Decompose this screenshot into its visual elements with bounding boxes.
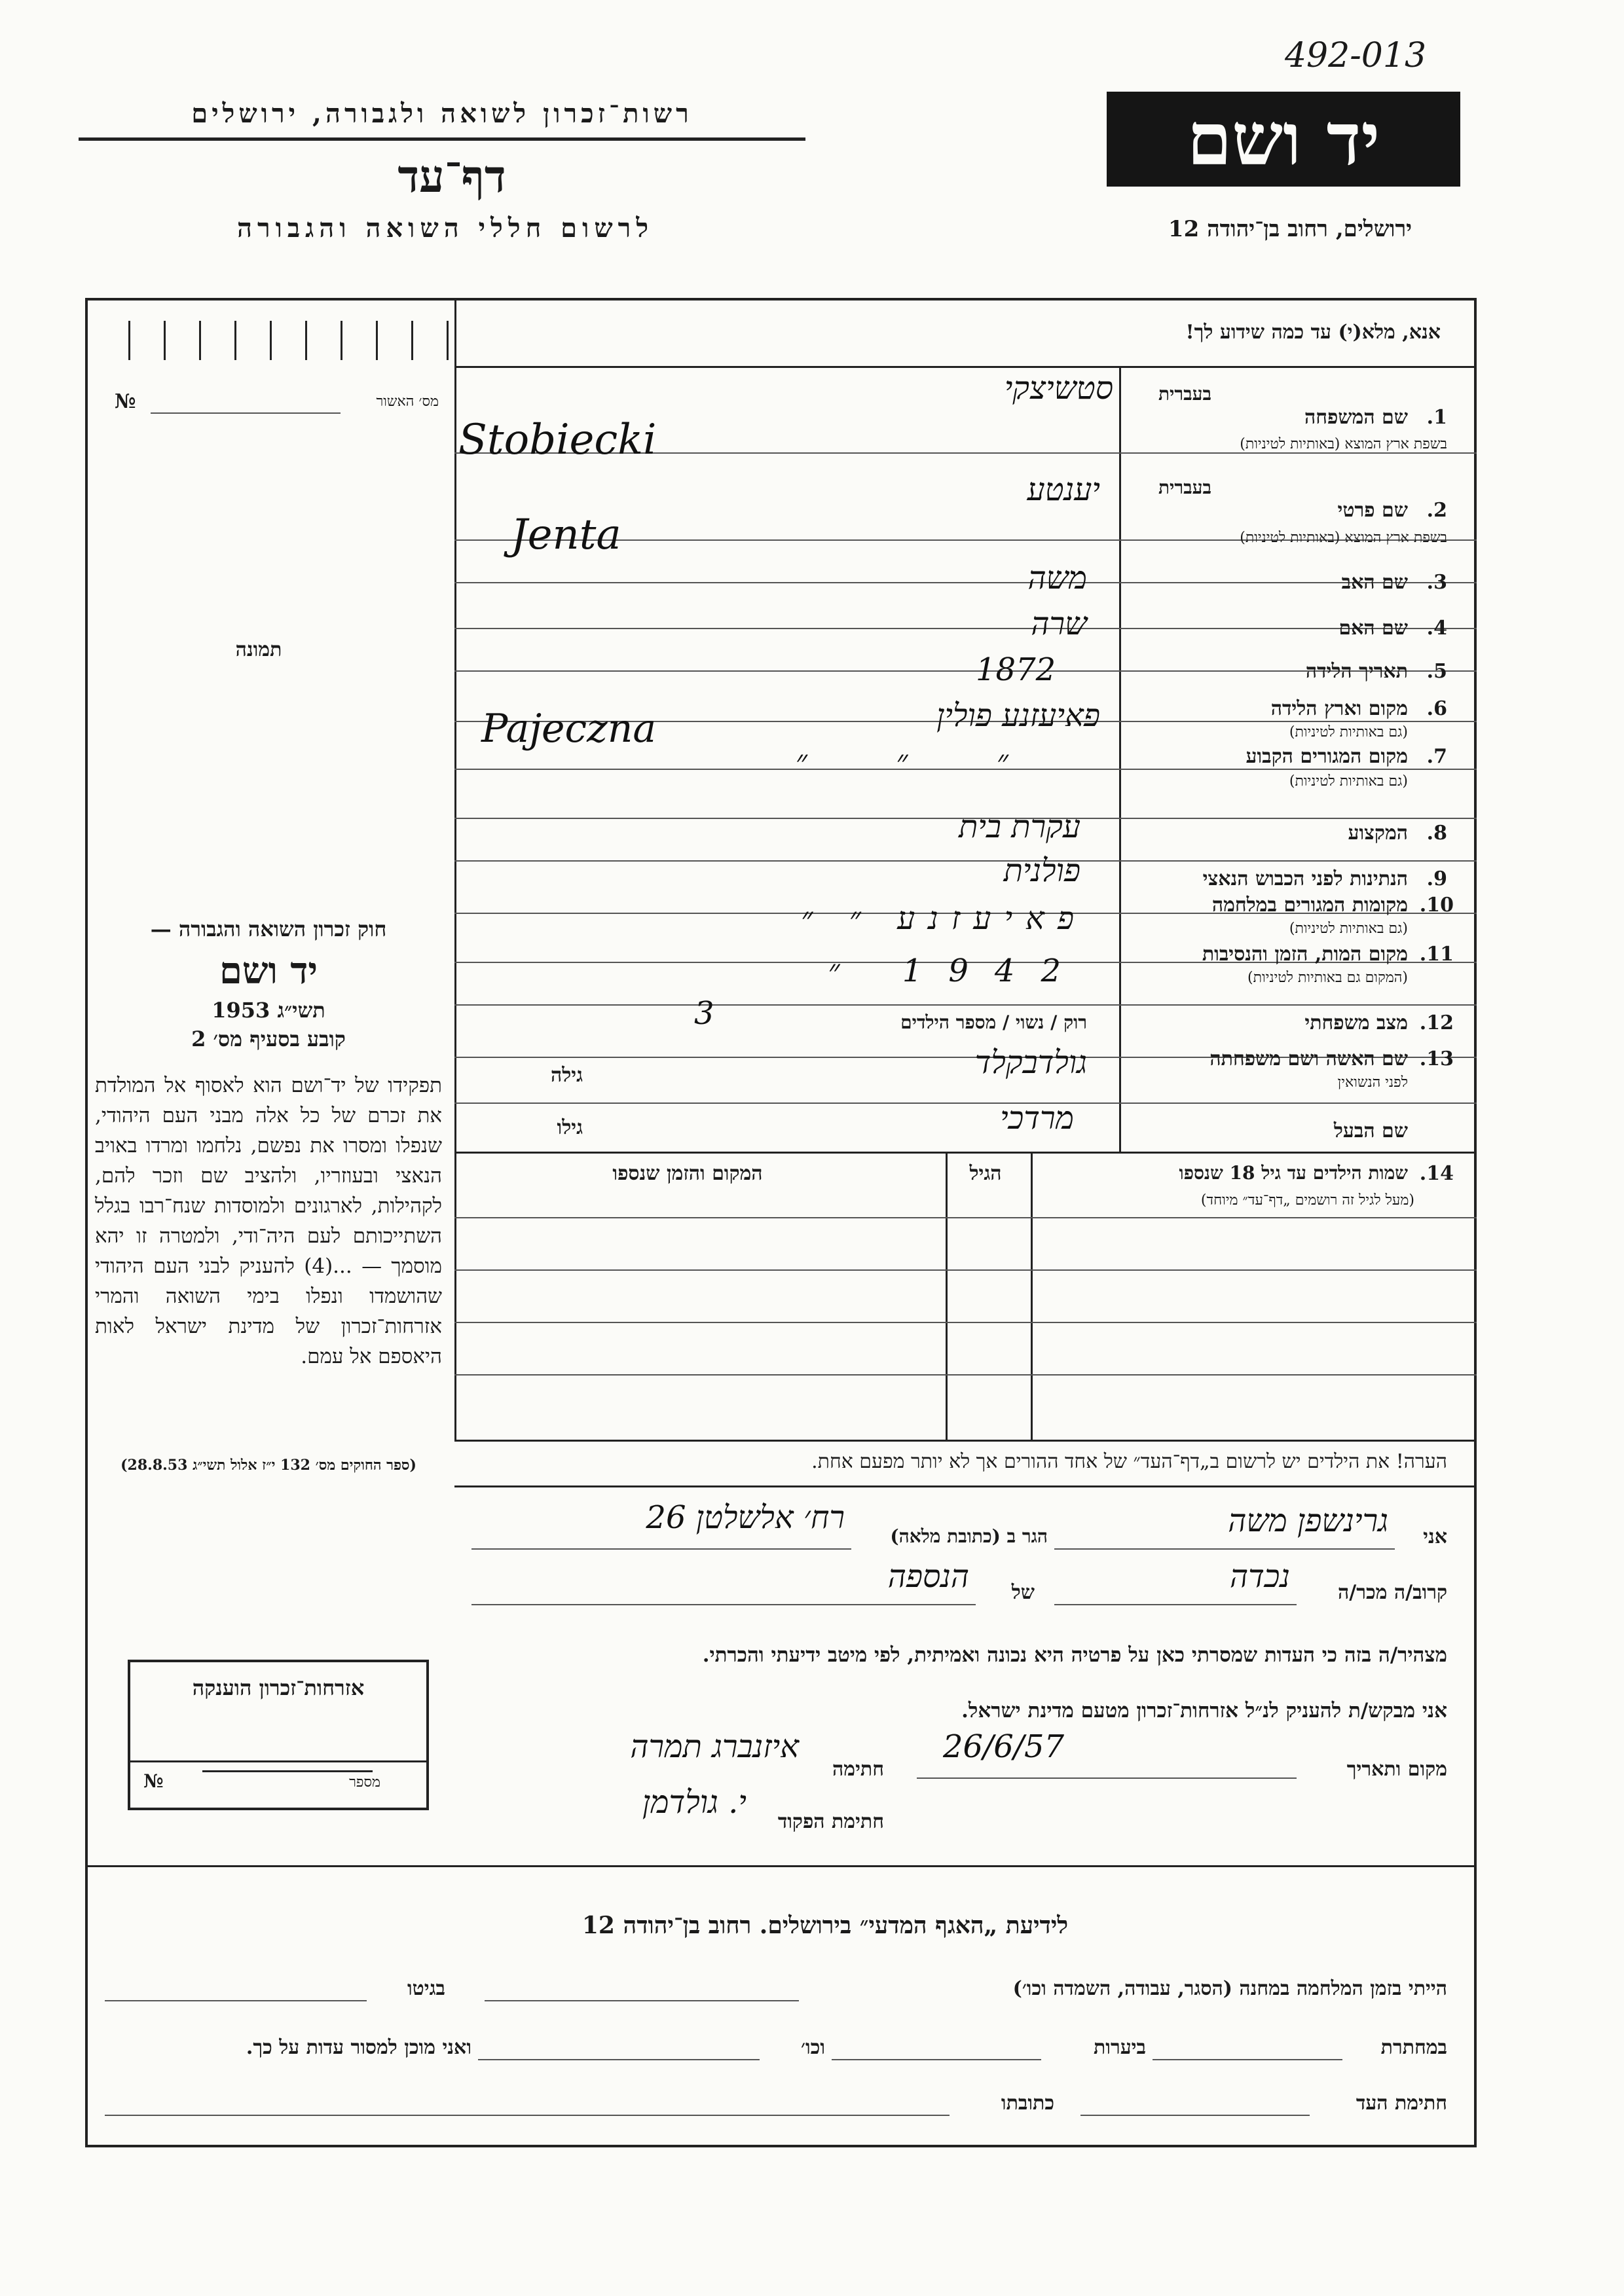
authority-name: רשות־זכרון לשואה ולגבורה, ירושלים [79, 98, 805, 141]
field-residence-value: ״ ״ ״ [795, 743, 1048, 780]
field-husband-value: מרדכי [1000, 1100, 1074, 1137]
place-date-label: מקום ותאריך [1346, 1758, 1447, 1781]
field-father-label: שם האב [1341, 571, 1408, 594]
footer-camp-line: הייתי בזמן המלחמה במחנה (הסגר, עבודה, השמדה וכו׳) [1012, 1977, 1447, 2000]
field-birthplace-hebrew: פאיעזנע פולין [936, 697, 1100, 734]
children-header-label: שמות הילדים עד גיל 18 שנספו [1179, 1162, 1408, 1184]
yad-vashem-logo: יד ושם [1107, 92, 1460, 187]
law-title: חוק זכרון השואה והגבורה — [150, 917, 387, 941]
law-block [95, 917, 442, 1051]
field-first-name-label: שם פרטי [1337, 499, 1408, 522]
remark-text: הערה! את הילדים יש לרשום ב„דף־העד״ של אחד ההורים אך לא יותר מפעם אחת. [811, 1450, 1447, 1473]
signature-value: איזנברג תמרה [630, 1728, 799, 1765]
law-source: (ספר החוקים מס׳ 132 י״ז אלול תשי״ג 28.8.53) [120, 1457, 416, 1474]
footer-heading: לידיעת „האגף המדעי״ בירושלים. רחוב בן־יהודה 12 [581, 1912, 1069, 1939]
stamp-number-label: מספר [349, 1774, 380, 1791]
field-death-label: מקום המות, הזמן והנסיבות [1202, 943, 1408, 966]
photo-label: תמונה [235, 638, 282, 661]
form-title: דף־עד [397, 151, 506, 203]
declarant-address: רח׳ אלשלטן 26 [646, 1499, 845, 1536]
law-text: תפקידו של יד־ושם הוא לאסוף אל המולדת את זכרם של כל אלה מבני העם היהודי, שנפלו ומסרו את נפשם, נלחמו ומרדו באויב הנאצי ובעוזריו, ולהציב שם וזכר להם, לקהילות, לארגונים ולמוסדות שנח־רבו בגלל השתייכותם לעם היה־ודי, ולמטרה זו יהא מוסמך — ...(4) להעניק לבני העם היהודי שהושמדו ונפלו בימי השואה והמרי אזרחות־זכרון של מדינת ישראל לאות היאספם אל עמם. [95, 1074, 442, 1368]
field-first-name-latin: Jenta [511, 511, 621, 559]
footer-etc-label: וכו׳ [801, 2036, 825, 2059]
field-first-name-hebrew: יענטע [1027, 471, 1100, 508]
officer-signature-value: י. גולדמן [642, 1784, 747, 1821]
declarant-i-label: אני [1423, 1525, 1447, 1548]
intro-divider [454, 366, 1477, 368]
stamp-title: אזרחות־זכרון הוענקה [192, 1675, 365, 1700]
declarant-name: גרינשפן משה [1228, 1503, 1388, 1539]
footer-address-label: כתובתו [1001, 2092, 1054, 2115]
field-husband-age-label: גילו [557, 1116, 583, 1139]
field-wife-label: שם האשה ושם משפחתה [1209, 1048, 1408, 1070]
footer-testimony-text: ואני מוכן למסור עדות על כך. [246, 2036, 471, 2059]
law-year: תשי״ג 1953 [212, 998, 325, 1023]
stamp-number-sign: № [143, 1770, 164, 1792]
field-profession-label: המקצוע [1348, 822, 1408, 845]
footer-witness-signature-label: חתימת העד [1356, 2092, 1447, 2115]
field-birthplace-label: מקום וארץ הלידה [1270, 697, 1408, 720]
citizenship-stamp-box [128, 1660, 429, 1810]
header-address: ירושלים, רחוב בן־יהודה 12 [1168, 216, 1412, 242]
field-profession-value: עקרת בית [959, 809, 1080, 845]
field-death-value: 1942 ״ [828, 953, 1087, 989]
law-section: קובע בסעיף מס׳ 2 [191, 1027, 346, 1051]
form-subtitle: לרשום חללי השואה והגבורה [236, 213, 654, 244]
place-date-value: 26/6/57 [943, 1728, 1065, 1765]
field-father-value: משה [1027, 560, 1087, 596]
field-mother-value: שרה [1031, 606, 1087, 642]
children-age-header: הגיל [969, 1162, 1002, 1185]
field-birthplace-latin: Pajeczna [481, 706, 657, 752]
field-family-name-label: שם המשפחה [1304, 406, 1408, 429]
field-wartime-residence-value: פאיעזנע ״ ״ [801, 900, 1087, 937]
approval-number-sign: № [115, 390, 136, 413]
field-wife-age-label: גילה [550, 1064, 583, 1087]
left-column-divider [454, 301, 456, 1440]
field-wife-value: גולדבקלד [974, 1044, 1087, 1081]
field-citizenship-label: הנתינות לפני הכבוש הנאצי [1202, 867, 1408, 890]
declaration-text: מצהיר/ה בזה כי העדות שמסרתי כאן על פרטיה היא נכונה ואמיתית, לפי מיטב ידיעתי והכרתי. [702, 1643, 1447, 1667]
footer-ghetto-label: בגיטו [407, 1977, 445, 2000]
label-column-divider [1119, 366, 1121, 1152]
relation-value: נכדה [1230, 1558, 1290, 1595]
field-mother-label: שם האם [1338, 617, 1408, 640]
field-citizenship-value: פולנית [1003, 852, 1080, 889]
declarant-resides-label: הגר ב (כתובת מלאה) [890, 1525, 1048, 1547]
field-family-name-latin: Stobiecki [458, 416, 657, 464]
law-name: יד ושם [219, 949, 318, 993]
of-label: של [1011, 1581, 1035, 1604]
field-residence-label: מקום המגורים הקבוע [1246, 745, 1408, 768]
footer-underground-label: במחתרת [1380, 2036, 1447, 2059]
children-place-header: המקום והזמן שנספו [612, 1162, 763, 1185]
footer-forests-label: ביערות [1093, 2036, 1146, 2059]
field-marital-label: מצב משפחתי [1304, 1011, 1408, 1034]
signature-label: חתימה [832, 1758, 884, 1781]
field-birthdate-label: תאריך הלידה [1305, 660, 1408, 683]
field-birthdate-value: 1872 [976, 651, 1056, 688]
deceased-value: הנספה [887, 1558, 969, 1595]
officer-signature-label: חתימת הפקוד [777, 1810, 884, 1833]
field-husband-label: שם הבעל [1333, 1120, 1408, 1142]
approval-number-label: מס׳ האשור [376, 393, 439, 410]
field-children-count: 3 [694, 995, 714, 1032]
field-marital-options: רוק / נשוי / מספר הילדים [900, 1011, 1087, 1033]
request-text: אני מבקש/ת להעניק לנ״ל אזרחות־זכרון מטעם מדינת ישראל. [961, 1699, 1447, 1722]
field-family-name-hebrew: סטשיצקי [1004, 370, 1113, 407]
intro-text: אנא, מלא(י) עד כמה שידוע לך! [1185, 321, 1441, 344]
relative-label: קרוב/ה מכר/ה [1338, 1581, 1447, 1604]
handwritten-archive-number: 492-013 [1284, 36, 1427, 75]
field-wartime-residence-label: מקומות המגורים במלחמה [1211, 894, 1408, 917]
